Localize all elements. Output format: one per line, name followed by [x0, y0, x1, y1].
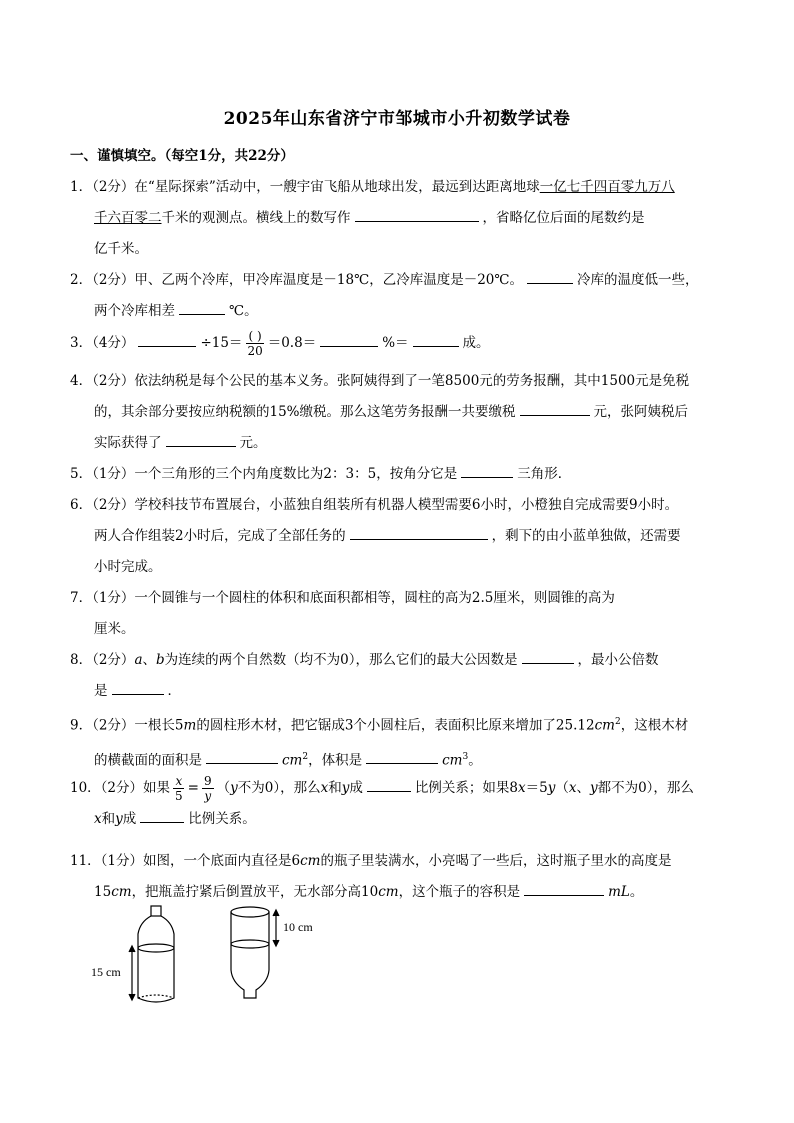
variable-x: x: [568, 780, 577, 796]
variable-y: y: [115, 811, 123, 827]
unit-cm: cm: [442, 752, 463, 768]
section-heading: 一、谨慎填空。（每空1分，共22分）: [70, 148, 294, 164]
answer-blank[interactable]: [366, 749, 438, 764]
answer-blank[interactable]: [138, 332, 196, 347]
question-text: ℃。: [229, 303, 258, 319]
fraction-numerator-blank[interactable]: ( ): [248, 329, 262, 343]
question-text: 实际获得了: [94, 435, 162, 451]
fraction-numerator: x: [175, 774, 183, 788]
question-text: 比例关系。: [188, 811, 256, 827]
question-text: ÷15＝: [200, 335, 243, 351]
variable-x: x: [94, 811, 102, 827]
question-5: [70, 459, 730, 490]
superscript: 3: [462, 751, 469, 762]
question-text: 成: [349, 780, 363, 796]
answer-blank[interactable]: [355, 207, 479, 222]
fraction-x-over-5: [173, 774, 185, 803]
unit-cm: cm: [378, 884, 399, 900]
question-text: 千米的观测点。横线上的数写作: [161, 210, 351, 226]
answer-blank[interactable]: [320, 332, 378, 347]
fraction-9-over-y: [202, 774, 214, 803]
question-1: [70, 172, 730, 265]
answer-blank[interactable]: [112, 680, 164, 695]
question-text: 10．（2分）如果: [70, 780, 171, 796]
underlined-number-words: 千六百零二: [94, 210, 162, 226]
question-text: 2．（2分）甲、乙两个冷库，甲冷库温度是－18℃，乙冷库温度是－20℃。: [70, 272, 523, 288]
question-text: 亿千米。: [94, 241, 148, 257]
bottle-body: [138, 916, 174, 1002]
question-text: （: [555, 780, 569, 796]
answer-blank[interactable]: [524, 881, 604, 896]
question-text: 是: [94, 683, 108, 699]
question-text: 8．（2分）: [70, 652, 135, 668]
question-text: 9．（2分）一根长5: [70, 717, 184, 734]
answer-blank[interactable]: [527, 269, 573, 284]
question-6: [70, 490, 730, 583]
question-7: [70, 583, 730, 645]
question-text: 。: [629, 884, 644, 900]
question-text: ＝5: [525, 780, 548, 796]
answer-blank[interactable]: [461, 463, 513, 478]
unit-cm: cm: [594, 717, 615, 734]
question-text: 小时完成。: [94, 559, 162, 575]
answer-blank[interactable]: [522, 649, 574, 664]
variable-y: y: [589, 780, 598, 796]
question-text: 三角形．: [517, 466, 572, 482]
bottle-top: [231, 907, 269, 917]
question-text: 4．（2分）依法纳税是每个公民的基本义务。张阿姨得到了一笔8500元的劳务报酬，其中1500元是免税: [70, 373, 690, 389]
question-9: [70, 707, 730, 776]
question-text: 、: [576, 780, 590, 796]
question-text: 3．（4分）: [70, 335, 135, 351]
question-text: （: [216, 780, 231, 796]
unit-cm: cm: [111, 884, 132, 900]
water-surface: [231, 940, 269, 948]
question-text: ，把瓶盖拧紧后倒置放平，无水部分高10: [131, 884, 379, 900]
upright-bottle: [129, 906, 174, 1002]
question-text: 为连续的两个自然数（均不为0），那么它们的最大公因数是: [164, 652, 518, 668]
answer-blank[interactable]: [140, 808, 184, 823]
superscript: 2: [614, 717, 621, 727]
underlined-number-words: 一亿七千四百零九万八: [539, 179, 675, 195]
question-2: [70, 265, 730, 327]
question-text: 5．（1分）一个三角形的三个内角度数比为2：3：5，按角分它是: [70, 466, 458, 482]
question-text: 和: [328, 780, 342, 796]
answer-blank[interactable]: [179, 300, 225, 315]
question-11: [70, 846, 730, 908]
variable-x: x: [320, 780, 329, 796]
answer-blank[interactable]: [206, 749, 278, 764]
question-text: ，体积是: [308, 752, 363, 768]
question-text: 两人合作组装2小时后，完成了全部任务的: [94, 528, 346, 544]
variable-a: a: [134, 652, 143, 668]
variable-y: y: [230, 780, 238, 796]
question-text: 厘米。: [94, 621, 135, 637]
question-text: 两个冷库相差: [94, 303, 175, 319]
variable-x: x: [517, 780, 526, 796]
answer-blank[interactable]: [367, 777, 411, 792]
arrow-head-down: [273, 940, 279, 946]
question-text: 成。: [462, 335, 490, 351]
fraction-denominator: 5: [175, 789, 183, 803]
question-text: 的瓶子里装满水，小亮喝了一些后，这时瓶子里水的高度是: [320, 853, 672, 869]
label-15cm: 15 cm: [91, 965, 121, 979]
question-text: 元。: [239, 435, 267, 451]
bottle-figure: [84, 900, 344, 1012]
question-text: 7．（1分）一个圆锥与一个圆柱的体积和底面积都相等，圆柱的高为2.5厘米，则圆锥的高为: [70, 590, 615, 606]
variable-b: b: [156, 652, 165, 668]
fraction: [245, 329, 264, 358]
variable-y: y: [341, 780, 350, 796]
superscript: 2: [302, 751, 309, 762]
question-text: %＝: [382, 335, 409, 351]
question-text: 、: [142, 652, 156, 668]
question-text: 的圆柱形木材，把它锯成3个小圆柱后，表面积比原来增加了25.12: [196, 717, 595, 734]
question-4: [70, 366, 730, 459]
arrow-head-up: [129, 946, 135, 952]
answer-blank[interactable]: [413, 332, 459, 347]
fraction-numerator: 9: [203, 774, 212, 788]
bottle-body: [231, 912, 269, 998]
question-text: 的，其余部分要按应纳税额的15%缴税。那么这笔劳务报酬一共要缴税: [94, 404, 516, 420]
question-3: [70, 328, 730, 359]
question-text: 。: [468, 752, 482, 768]
bottle-base: [138, 995, 174, 998]
unit-ml: mL: [608, 884, 630, 900]
question-text: 和: [101, 811, 116, 827]
arrow-head-down: [129, 994, 135, 1000]
answer-blank[interactable]: [350, 525, 488, 540]
unit-cm: cm: [282, 752, 303, 768]
inverted-bottle: [231, 907, 279, 998]
question-text: 6．（2分）学校科技节布置展台，小蓝独自组装所有机器人模型需要6小时，小橙独自完成需要9小时。: [70, 497, 679, 513]
question-text: 不为0），那么: [237, 780, 321, 796]
arrow-head-up: [273, 910, 279, 916]
unit-cm: cm: [300, 853, 321, 869]
question-text: ，省略亿位后面的尾数约是: [482, 210, 645, 226]
question-text: ，这根木材: [620, 717, 689, 734]
variable-y: y: [547, 780, 556, 796]
answer-blank[interactable]: [166, 432, 236, 447]
question-text: 15: [94, 884, 112, 900]
label-10cm: 10 cm: [283, 920, 313, 934]
question-text: ，剩下的由小蓝单独做，还需要: [491, 528, 681, 544]
question-text: 比例关系；如果8: [414, 780, 518, 796]
question-text: 1．（2分）在“星际探索”活动中，一艘宇宙飞船从地球出发，最远到达距离地球: [70, 179, 540, 195]
bottle-cap: [151, 906, 161, 916]
question-8: [70, 645, 730, 707]
question-text: ，这个瓶子的容积是: [398, 884, 521, 900]
question-text: ，最小公倍数: [577, 652, 659, 668]
water-surface: [138, 944, 174, 952]
page-title: 2025年山东省济宁市邹城市小升初数学试卷: [223, 109, 571, 129]
question-10: 10．（2分）如果 $\frac{x}{5}$ = $\frac{9}{y}$ （y不为0），那么x和y成 比例关系；如果8x＝5y（x、y都不为0），那么 x和y成 比例关系。: [70, 774, 694, 827]
question-text: 元，张阿姨税后: [593, 404, 689, 420]
fraction-denominator: 20: [247, 344, 263, 358]
question-text: 11．（1分）如图，一个底面内直径是6: [70, 853, 301, 869]
question-text: 都不为0），那么: [597, 780, 694, 796]
question-text: 成: [122, 811, 137, 827]
unit-m: m: [183, 717, 197, 734]
question-text: 的横截面的面积是: [94, 752, 202, 768]
question-text: ＝0.8＝: [267, 335, 317, 351]
question-text: ．: [167, 683, 181, 699]
fraction-denominator: y: [204, 789, 212, 803]
question-text: 冷库的温度低一些，: [577, 272, 699, 288]
answer-blank[interactable]: [520, 401, 590, 416]
